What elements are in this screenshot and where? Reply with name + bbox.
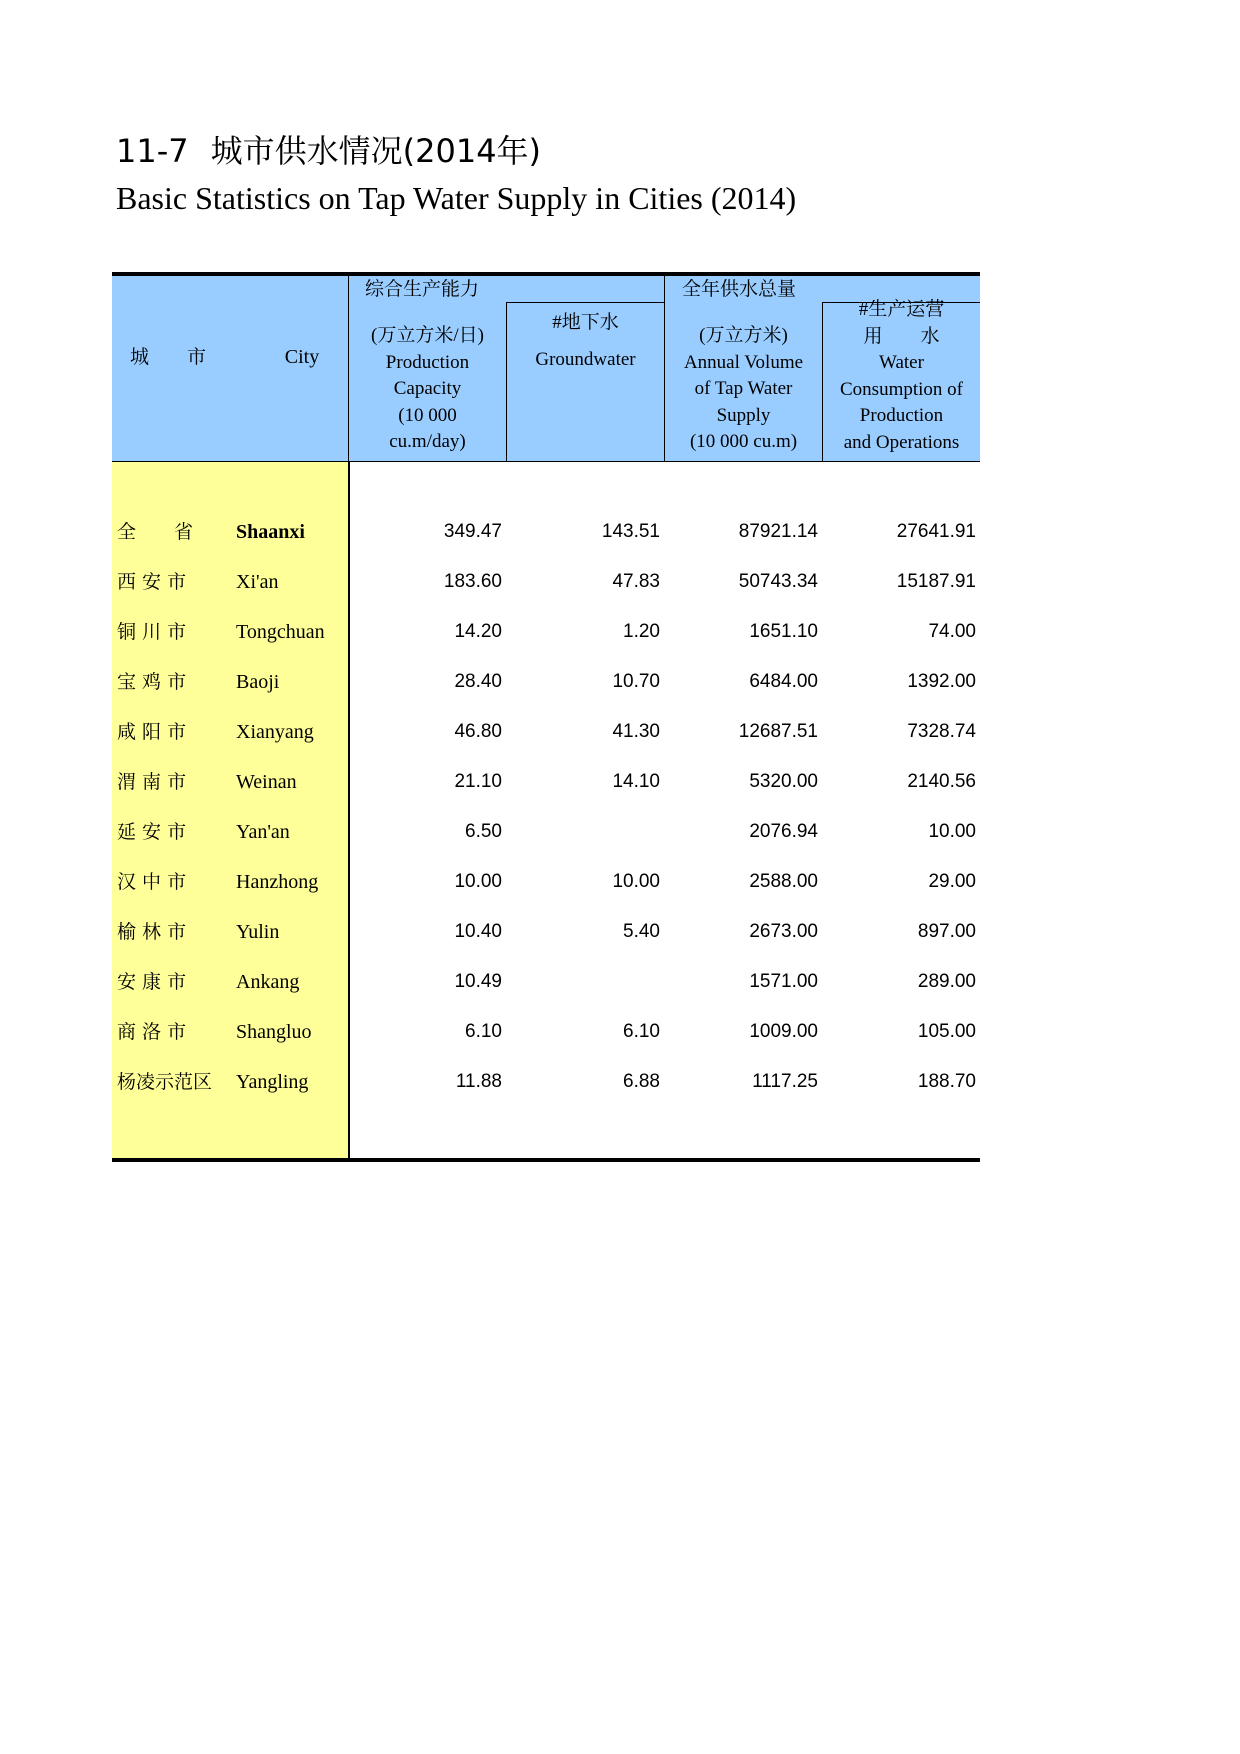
- groundwater-value: 41.30: [612, 721, 660, 742]
- production-use-value: 897.00: [917, 921, 976, 942]
- header-line: Production: [859, 405, 944, 426]
- capacity-value: 14.20: [454, 621, 502, 642]
- groundwater-value: 1.20: [623, 621, 660, 642]
- table-row: [112, 507, 980, 557]
- city-name-en: Weinan: [236, 771, 297, 793]
- capacity-value: 10.40: [454, 921, 502, 942]
- production-use-value: 105.00: [917, 1021, 976, 1042]
- header-city-en: City: [284, 346, 320, 368]
- table-bottom-rule: [112, 1158, 980, 1162]
- annual-supply-value: 87921.14: [738, 521, 818, 542]
- groundwater-value: 10.70: [612, 671, 660, 692]
- city-name-cn: 安 康 市: [117, 971, 187, 993]
- capacity-value: 6.50: [465, 821, 502, 842]
- city-name-en: Hanzhong: [236, 871, 319, 893]
- production-use-value: 1392.00: [907, 671, 976, 692]
- header-line: (10 000 cu.m): [689, 431, 798, 452]
- city-name-cn: 全 省: [117, 521, 194, 543]
- production-use-value: 74.00: [928, 621, 976, 642]
- header-col-production: [823, 297, 980, 456]
- groundwater-value: 47.83: [612, 571, 660, 592]
- table-row: [112, 757, 980, 807]
- header-line: (万立方米): [699, 325, 788, 346]
- header-col-annual: [665, 323, 822, 456]
- annual-supply-value: 12687.51: [738, 721, 818, 742]
- header-line: of Tap Water: [694, 378, 793, 399]
- header-line: #地下水: [552, 312, 619, 333]
- production-use-value: 2140.56: [907, 771, 976, 792]
- header-line: cu.m/day): [389, 431, 466, 452]
- annual-supply-value: 1571.00: [749, 971, 818, 992]
- table-row: [112, 607, 980, 657]
- city-name-en: Ankang: [236, 971, 300, 993]
- city-name-cn: 杨凌示范区: [117, 1071, 213, 1093]
- city-name-en: Yan'an: [236, 821, 290, 843]
- header-line: (10 000: [398, 404, 457, 426]
- capacity-value: 349.47: [443, 521, 502, 542]
- header-line: Water: [879, 352, 924, 373]
- production-use-value: 27641.91: [896, 521, 976, 542]
- header-line: Production: [385, 351, 470, 373]
- city-name-cn: 商 洛 市: [117, 1021, 187, 1043]
- city-name-cn: 铜 川 市: [117, 621, 187, 643]
- annual-supply-value: 50743.34: [738, 571, 818, 592]
- header-line: Consumption of: [840, 378, 963, 400]
- table-row: [112, 857, 980, 907]
- capacity-value: 10.49: [454, 971, 502, 992]
- table-row: [112, 807, 980, 857]
- page-title-cn: [116, 126, 541, 172]
- city-name-en: Xianyang: [236, 721, 314, 743]
- city-name-cn: 渭 南 市: [117, 771, 187, 793]
- city-name-en: Tongchuan: [236, 621, 325, 643]
- production-use-value: 10.00: [928, 821, 976, 842]
- annual-supply-value: 1009.00: [749, 1021, 818, 1042]
- city-name-cn: 延 安 市: [117, 821, 187, 843]
- city-name-en: Xi'an: [236, 571, 279, 593]
- table-row: [112, 657, 980, 707]
- title-cn-text: 城市供水情况(2014年): [210, 132, 542, 170]
- page-title-en: Basic Statistics on Tap Water Supply in Cities (2014): [116, 180, 797, 216]
- annual-supply-value: 2076.94: [749, 821, 818, 842]
- city-name-cn: 汉 中 市: [117, 871, 187, 893]
- header-line: Capacity: [393, 378, 462, 399]
- header-line: #生产运营: [858, 299, 945, 320]
- annual-supply-value: 5320.00: [749, 771, 818, 792]
- header-col-groundwater: [507, 310, 664, 373]
- header-col-capacity: [349, 323, 506, 456]
- production-use-value: 289.00: [917, 971, 976, 992]
- city-name-cn: 宝 鸡 市: [117, 671, 187, 693]
- header-line: 用 水: [863, 325, 940, 347]
- city-name-en: Yangling: [236, 1071, 309, 1093]
- city-name-en: Yulin: [236, 921, 280, 943]
- table-row: [112, 907, 980, 957]
- capacity-value: 46.80: [454, 721, 502, 742]
- groundwater-value: 5.40: [623, 921, 660, 942]
- table-number: 11-7: [116, 132, 189, 170]
- capacity-value: 6.10: [465, 1021, 502, 1042]
- city-name-cn: 西 安 市: [117, 571, 187, 593]
- header-group-annual: 全年供水总量: [682, 278, 797, 300]
- table-row: [112, 1007, 980, 1057]
- water-supply-table: [112, 272, 980, 1162]
- capacity-value: 10.00: [454, 871, 502, 892]
- annual-supply-value: 6484.00: [749, 671, 818, 692]
- table-row: [112, 557, 980, 607]
- city-name-en: Shaanxi: [236, 521, 305, 543]
- annual-supply-value: 1117.25: [752, 1071, 818, 1092]
- groundwater-value: 6.10: [623, 1021, 660, 1042]
- groundwater-value: 10.00: [612, 871, 660, 892]
- groundwater-value: 143.51: [601, 521, 660, 542]
- production-use-value: 15187.91: [896, 571, 976, 592]
- groundwater-value: 6.88: [623, 1071, 660, 1092]
- annual-supply-value: 2673.00: [749, 921, 818, 942]
- city-name-cn: 咸 阳 市: [117, 721, 187, 743]
- header-line: and Operations: [843, 431, 960, 453]
- city-name-en: Baoji: [236, 671, 280, 693]
- header-city-cn: 城 市: [130, 346, 207, 368]
- group-underline: [506, 302, 664, 303]
- production-use-value: 7328.74: [907, 721, 976, 742]
- annual-supply-value: 2588.00: [749, 871, 818, 892]
- header-group-capacity: 综合生产能力: [365, 278, 480, 300]
- capacity-value: 21.10: [454, 771, 502, 792]
- capacity-value: 28.40: [454, 671, 502, 692]
- header-line: Supply: [716, 404, 771, 426]
- production-use-value: 29.00: [928, 871, 976, 892]
- header-line: Groundwater: [535, 348, 636, 370]
- header-line: Annual Volume: [683, 351, 804, 373]
- city-name-cn: 榆 林 市: [117, 921, 187, 943]
- table-row: [112, 1057, 980, 1107]
- annual-supply-value: 1651.10: [749, 621, 818, 642]
- capacity-value: 11.88: [455, 1071, 502, 1092]
- groundwater-value: 14.10: [612, 771, 660, 792]
- table-row: [112, 957, 980, 1007]
- table-row: [112, 707, 980, 757]
- city-name-en: Shangluo: [236, 1021, 312, 1043]
- header-line: (万立方米/日): [371, 325, 484, 346]
- capacity-value: 183.60: [443, 571, 502, 592]
- production-use-value: 188.70: [917, 1071, 976, 1092]
